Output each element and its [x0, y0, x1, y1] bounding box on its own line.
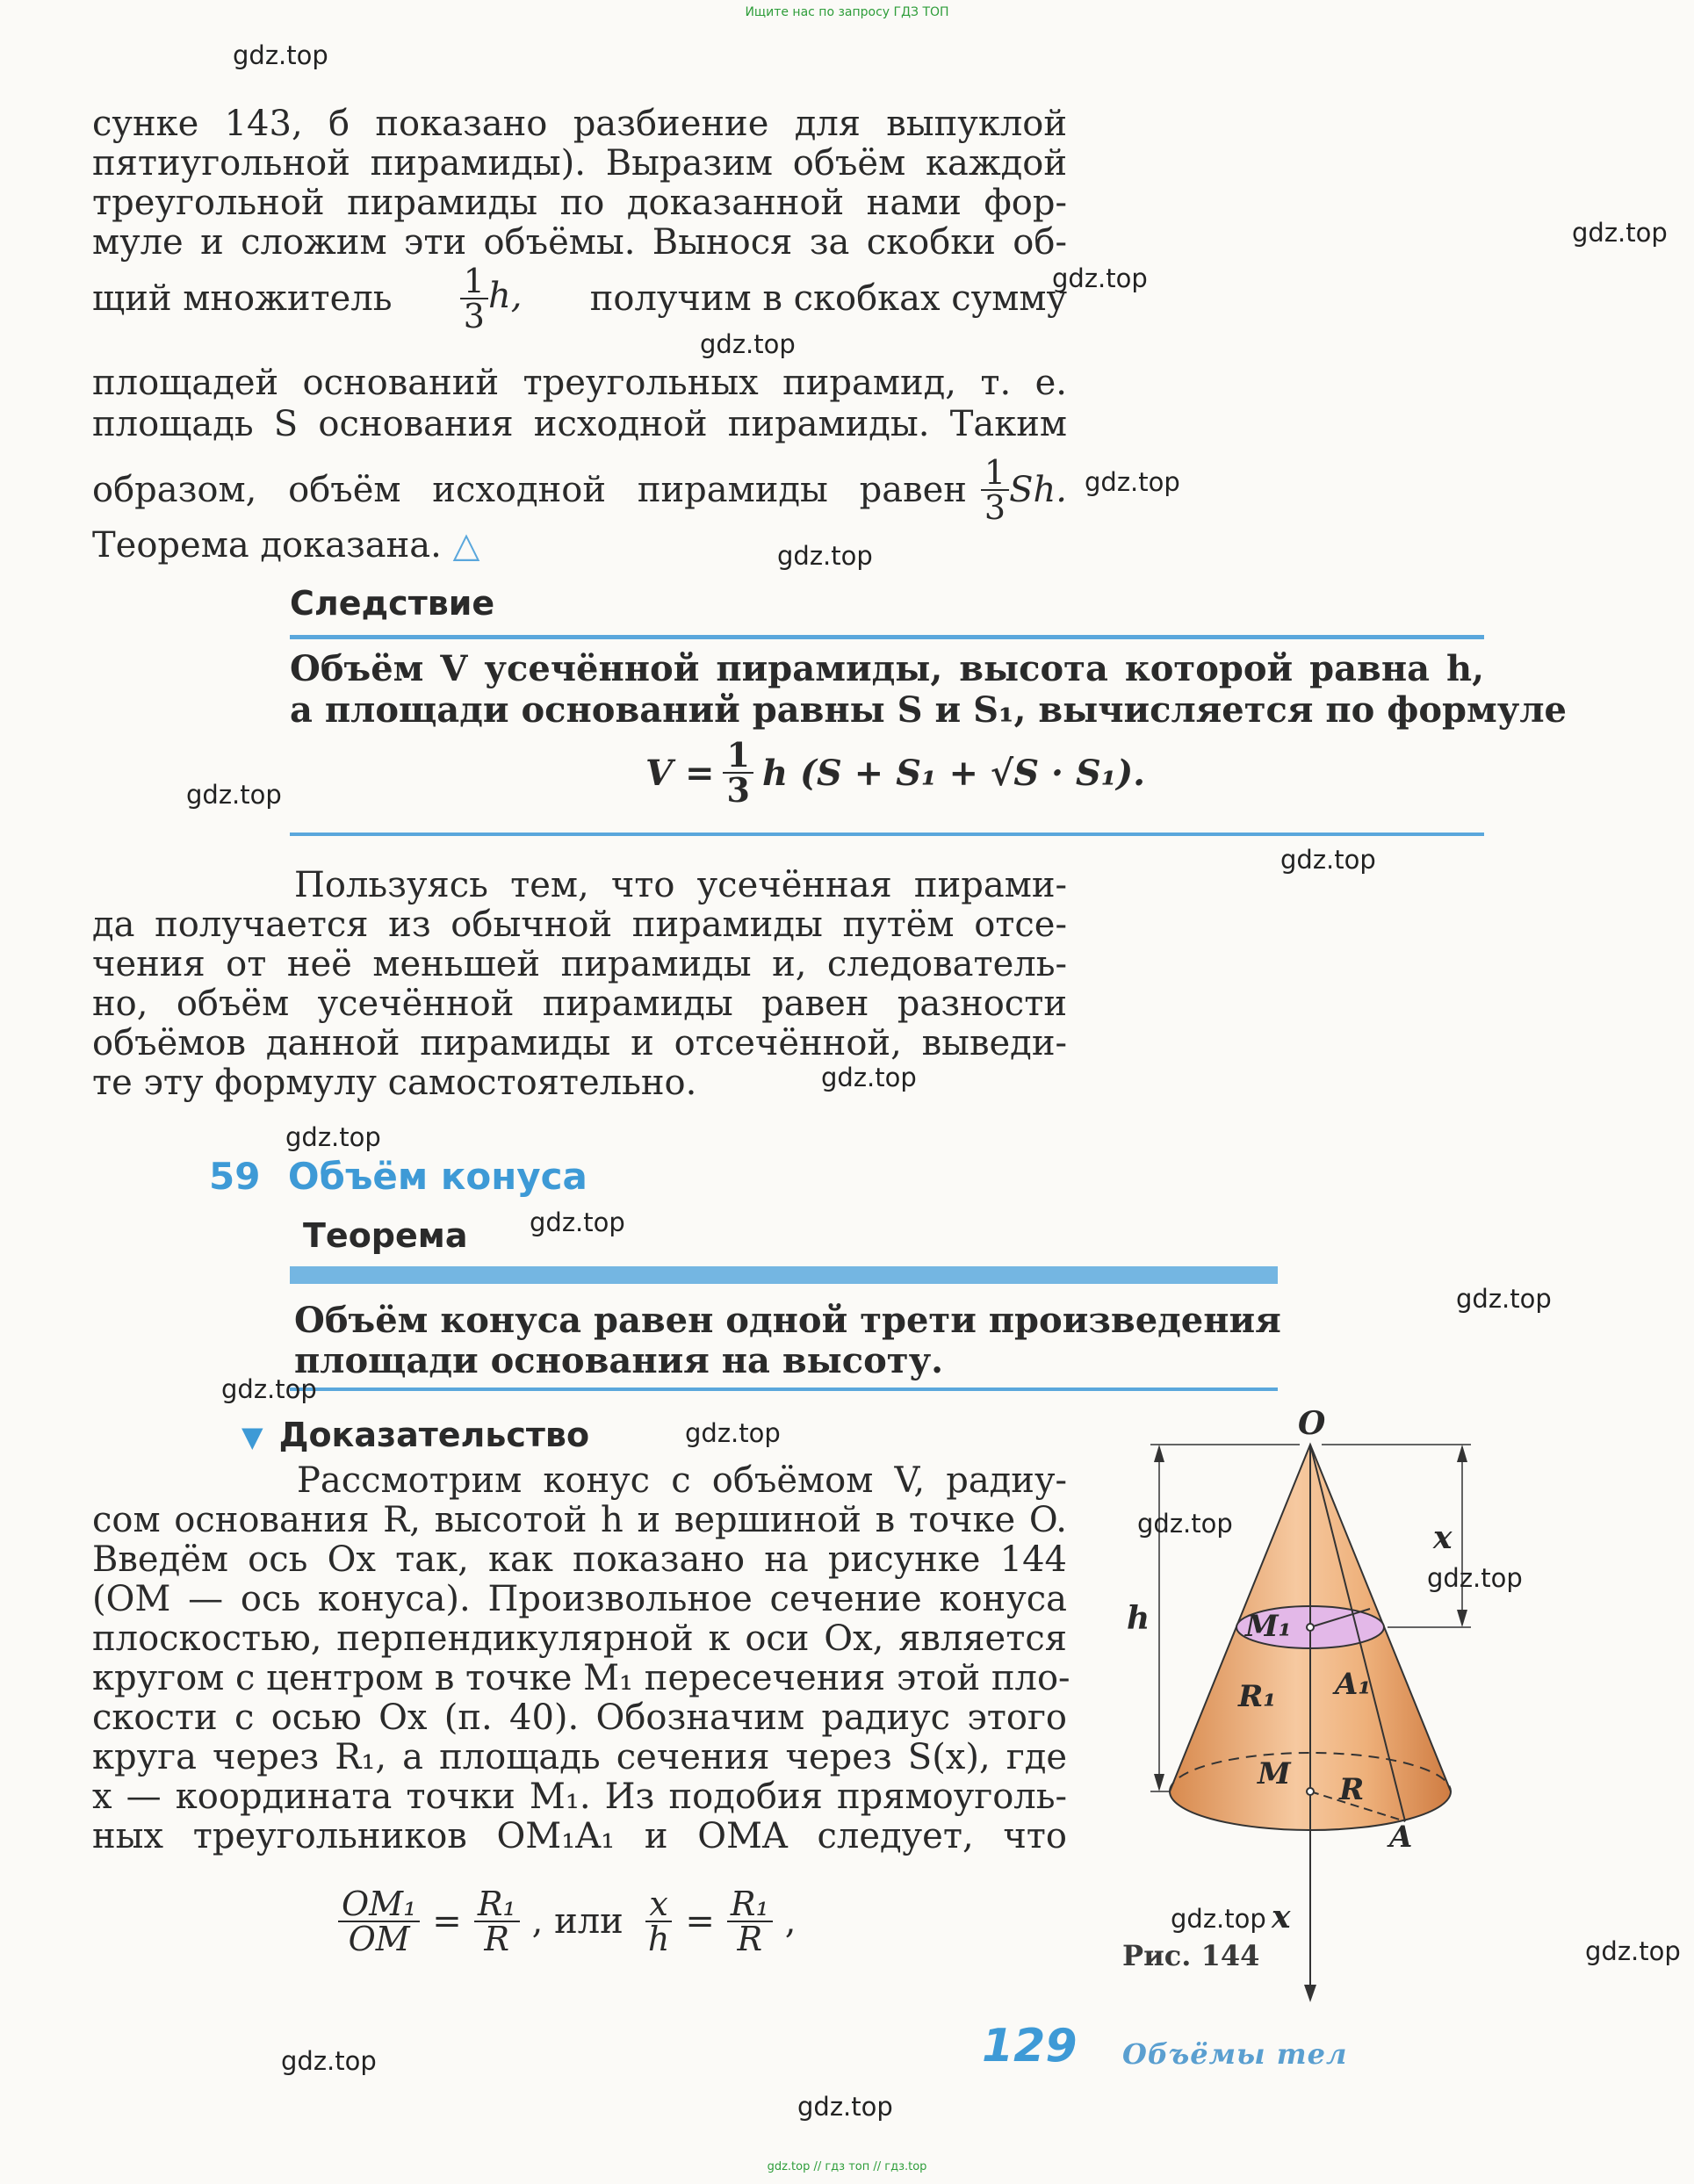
- label-R1: R₁: [1238, 1679, 1277, 1714]
- label-O: O: [1298, 1405, 1326, 1442]
- corollary-bottom-rule: [290, 833, 1484, 836]
- watermark: gdz.top: [821, 1063, 917, 1092]
- para1-line-7: площадь S основания исходной пирамиды. Таким: [92, 404, 1067, 444]
- proof-line-6: кругом с центром в точке M₁ пересечения этой пло-: [92, 1658, 1070, 1698]
- proof-line-1: Рассмотрим конус с объёмом V, радиу-: [297, 1460, 1067, 1501]
- page-number: 129: [982, 2020, 1078, 2072]
- watermark: gdz.top: [797, 2092, 893, 2122]
- running-head: Объёмы тел: [1122, 2037, 1348, 2071]
- para2-line-4: но, объём усечённой пирамиды равен разности: [92, 984, 1067, 1024]
- proof-line-10: ных треугольников OM₁A₁ и OMA следует, что: [92, 1816, 1067, 1856]
- label-M: M: [1258, 1756, 1291, 1791]
- corollary-heading: Следствие: [290, 584, 495, 623]
- proof-line-7: скости с осью Ox (п. 40). Обозначим радиус этого: [92, 1697, 1067, 1738]
- fraction-one-third: $\frac{1}{3}$: [460, 264, 488, 333]
- section-title-text: Объём конуса: [287, 1155, 587, 1198]
- watermark: gdz.top: [685, 1418, 781, 1448]
- watermark: gdz.top: [1085, 467, 1180, 497]
- label-M1: M₁: [1245, 1609, 1292, 1644]
- watermark: gdz.top: [777, 541, 873, 571]
- proof-line-9: x — координата точки M₁. Из подобия прямоуголь-: [92, 1777, 1067, 1817]
- theorem-heading: Теорема: [303, 1216, 468, 1255]
- para1-line-9: Теорема доказана. △: [92, 525, 480, 566]
- para2-line-3: чения от неё меньшей пирамиды и, следователь-: [92, 944, 1067, 984]
- point-M: [1307, 1788, 1314, 1795]
- para2-line-6: те эту формулу самостоятельно.: [92, 1063, 697, 1103]
- para1-line-6: площадей оснований треугольных пирамид, т. е.: [92, 363, 1067, 403]
- similarity-formula: $\frac{\text{OM₁}}{OM}$ = $\frac{\text{R₁}}{R}$ , или $\frac{x}{h}$ = $\frac{\text{R₁}}{R}$ ,: [338, 1878, 796, 1965]
- para1-line-8: образом, объём исходной пирамиды равен $\frac{1}{3}$ Sh.: [92, 453, 1067, 527]
- watermark: gdz.top: [233, 40, 328, 70]
- para2-line-2: да получается из обычной пирамиды путём отсе-: [92, 905, 1067, 945]
- proof-line-3: Введём ось Ox так, как показано на рисунке 144: [92, 1539, 1067, 1580]
- para1-line-1: сунке 143, б показано разбиение для выпуклой: [92, 104, 1067, 144]
- figure-caption: Рис. 144: [1122, 1939, 1260, 1972]
- watermark: gdz.top: [1572, 218, 1668, 248]
- point-M1: [1307, 1624, 1314, 1631]
- theorem-band: [290, 1266, 1278, 1284]
- label-R: R: [1339, 1772, 1365, 1807]
- watermark: gdz.top: [1280, 845, 1376, 875]
- para1-line-2: пятиугольной пирамиды). Выразим объём каждой: [92, 143, 1067, 184]
- section-number: 59: [209, 1155, 261, 1198]
- corollary-formula: V = $\frac{1}{3}$ h (S + S₁ + √S · S₁).: [645, 735, 1146, 810]
- label-h: h: [1127, 1600, 1150, 1637]
- label-x-axis: x: [1272, 1899, 1291, 1935]
- axis-arrow: [1304, 1985, 1316, 2002]
- proof-line-5: плоскостью, перпендикулярной к оси Ox, является: [92, 1618, 1067, 1659]
- watermark: gdz.top: [1427, 1563, 1523, 1593]
- label-x-top: x: [1433, 1519, 1453, 1556]
- watermark: gdz.top: [1052, 263, 1148, 293]
- end-of-proof-mark: △: [452, 525, 480, 566]
- watermark: gdz.top: [1137, 1509, 1233, 1539]
- proof-heading: ▼ Доказательство: [241, 1416, 590, 1454]
- theorem-line-2: площади основания на высоту.: [294, 1340, 944, 1381]
- watermark: gdz.top: [221, 1374, 317, 1404]
- label-A1: A₁: [1335, 1667, 1372, 1702]
- para2-line-5: объёмов данной пирамиды и отсечённой, выведи-: [92, 1023, 1067, 1063]
- top-note: Ищите нас по запросу ГДЗ ТОП: [745, 5, 949, 19]
- para2-line-1: Пользуясь тем, что усечённая пирами-: [294, 865, 1067, 905]
- fraction-one-third-2: $\frac{1}{3}$: [981, 456, 1009, 524]
- proof-marker-icon: ▼: [241, 1420, 263, 1453]
- para1-line-3: треугольной пирамиды по доказанной нами фор-: [92, 183, 1067, 223]
- proof-line-2: сом основания R, высотой h и вершиной в точке O.: [92, 1500, 1067, 1540]
- watermark: gdz.top: [1456, 1284, 1552, 1314]
- proof-line-4: (OM — ось конуса). Произвольное сечение конуса: [92, 1579, 1067, 1619]
- watermark: gdz.top: [700, 329, 796, 359]
- corollary-line-2: а площади оснований равны S и S₁, вычисляется по формуле: [290, 689, 1567, 731]
- section-title: [209, 1155, 587, 1198]
- bottom-note: gdz.top // гдз топ // гдз.top: [767, 2160, 927, 2173]
- watermark: gdz.top: [281, 2046, 377, 2076]
- label-A: A: [1389, 1820, 1413, 1855]
- para1-line-5: щий множитель $\frac{1}{3}$ h, получим в скобках сумму: [92, 262, 1067, 335]
- corollary-line-1: Объём V усечённой пирамиды, высота которой равна h,: [290, 648, 1484, 689]
- watermark: gdz.top: [530, 1207, 625, 1237]
- para1-line-4: муле и сложим эти объёмы. Вынося за скобки об-: [92, 222, 1067, 263]
- watermark: gdz.top: [186, 780, 282, 810]
- theorem-line-1: Объём конуса равен одной трети произведения: [294, 1300, 1281, 1341]
- proof-line-8: круга через R₁, а площадь сечения через S(x), где: [92, 1737, 1067, 1777]
- watermark: gdz.top: [1585, 1936, 1681, 1966]
- watermark: gdz.top: [1171, 1904, 1266, 1934]
- watermark: gdz.top: [285, 1122, 381, 1152]
- corollary-top-rule: [290, 635, 1484, 639]
